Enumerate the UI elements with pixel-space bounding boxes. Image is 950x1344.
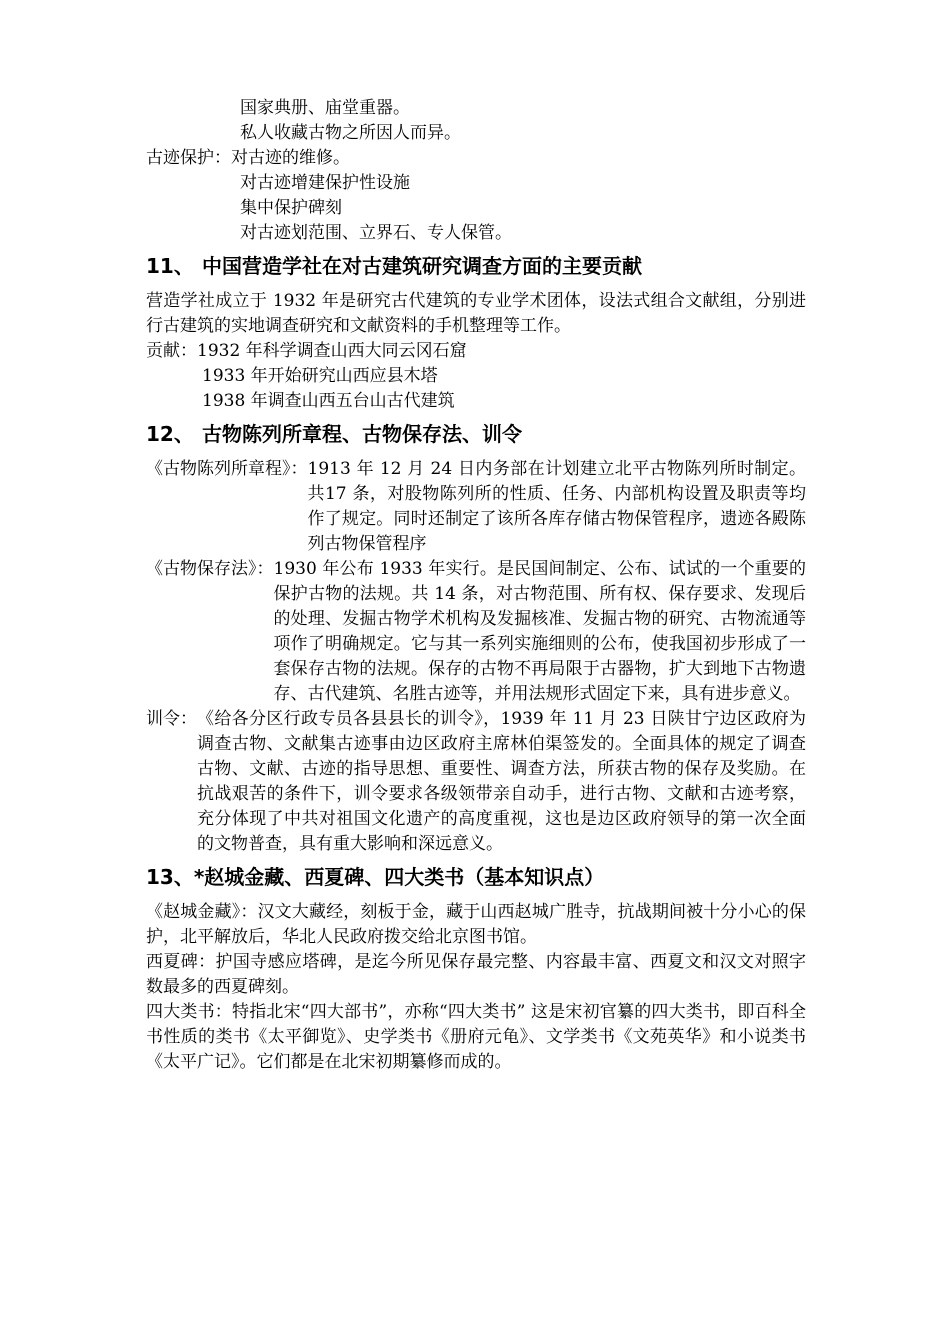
regulation-label: 《古物陈列所章程》：	[146, 459, 308, 479]
section-11-heading	[146, 251, 806, 281]
intro-line-2: 私人收藏古物之所因人而异。	[240, 123, 461, 143]
document-page	[146, 96, 806, 1075]
guji-label: 古迹保护：	[146, 148, 231, 168]
contribution-line-2: 1933 年开始研究山西应县木塔	[202, 366, 438, 386]
section-13-heading: 13、*赵城金藏、西夏碑、四大类书（基本知识点）	[146, 865, 605, 889]
section-12-heading	[146, 419, 806, 449]
section-12-title: 古物陈列所章程、古物保存法、训令	[202, 422, 522, 446]
guji-first: 对古迹的维修。	[231, 148, 350, 168]
preservation-law-text: 1930 年公布 1933 年实行。是民国间制定、公布、试试的一个重要的保护古物的法规。共 14 条，对古物范围、所有权、保存要求、发现后的处理、发掘古物学术机构及发掘核准、发掘古物的研究、古物流通等项作了明确规定。它与其一系列实施细则的公布，使我国初步形成了一套保存古物的法规。保存的古物不再局限于古器物，扩大到地下古物遗存、古代建筑、名胜古迹等，并用法规形式固定下来，具有进步意义。	[273, 559, 806, 704]
order-label: 训令：	[146, 709, 197, 729]
regulation-item	[146, 457, 806, 557]
contribution-line-3: 1938 年调查山西五台山古代建筑	[202, 391, 455, 411]
contribution-line	[146, 339, 806, 364]
contribution-label: 贡献：	[146, 341, 197, 361]
xixia-paragraph: 西夏碑：护国寺感应塔碑，是迄今所见保存最完整、内容最丰富、西夏文和汉文对照字数最多的西夏碑刻。	[146, 952, 806, 997]
preservation-law-item	[146, 557, 806, 707]
zhaocheng-paragraph: 《赵城金藏》：汉文大藏经，刻板于金，藏于山西赵城广胜寺，抗战期间被十分小心的保护，北平解放后，华北人民政府拨交给北京图书馆。	[146, 902, 806, 947]
section-11-number: 11、	[146, 254, 194, 278]
order-text: 《给各分区行政专员各县县长的训令》，1939 年 11 月 23 日陕甘宁边区政府为调查古物、文献集古迹事由边区政府主席林伯渠签发的。全面具体的规定了调查古物、文献、古迹的指导思想、重要性、调查方法，所获古物的保存及奖励。在抗战艰苦的条件下，训令要求各级领带亲自动手，进行古物、文献和古迹考察，充分体现了中共对祖国文化遗产的高度重视，这也是边区政府领导的第一次全面的文物普查，具有重大影响和深远意义。	[197, 709, 806, 854]
section-12-number: 12、	[146, 422, 194, 446]
intro-line-1: 国家典册、庙堂重器。	[240, 98, 410, 118]
guji-line-4: 对古迹划范围、立界石、专人保管。	[240, 223, 512, 243]
guji-line-2: 对古迹增建保护性设施	[240, 173, 410, 193]
preservation-law-label: 《古物保存法》：	[146, 559, 274, 579]
section-11-paragraph: 营造学社成立于 1932 年是研究古代建筑的专业学术团体，设法式组合文献组，分别进行古建筑的实地调查研究和文献资料的手机整理等工作。	[146, 291, 806, 336]
four-books-paragraph: 四大类书：特指北宋“四大部书”，亦称“四大类书” 这是宋初官纂的四大类书，即百科全书性质的类书《太平御览》、史学类书《册府元龟》、文学类书《文苑英华》和小说类书《太平广记》。它们都是在北宋初期纂修而成的。	[146, 1002, 806, 1072]
guji-line	[146, 146, 806, 171]
section-11-title: 中国营造学社在对古建筑研究调查方面的主要贡献	[202, 254, 642, 278]
guji-line-3: 集中保护碑刻	[240, 198, 342, 218]
order-item	[146, 707, 806, 857]
regulation-text: 1913 年 12 月 24 日内务部在计划建立北平古物陈列所时制定。共17 条，对股物陈列所的性质、任务、内部机构设置及职责等均作了规定。同时还制定了该所各库存储古物保管程序，遗迹各殿陈列古物保管程序	[307, 459, 806, 554]
contribution-first: 1932 年科学调查山西大同云冈石窟	[197, 341, 467, 361]
